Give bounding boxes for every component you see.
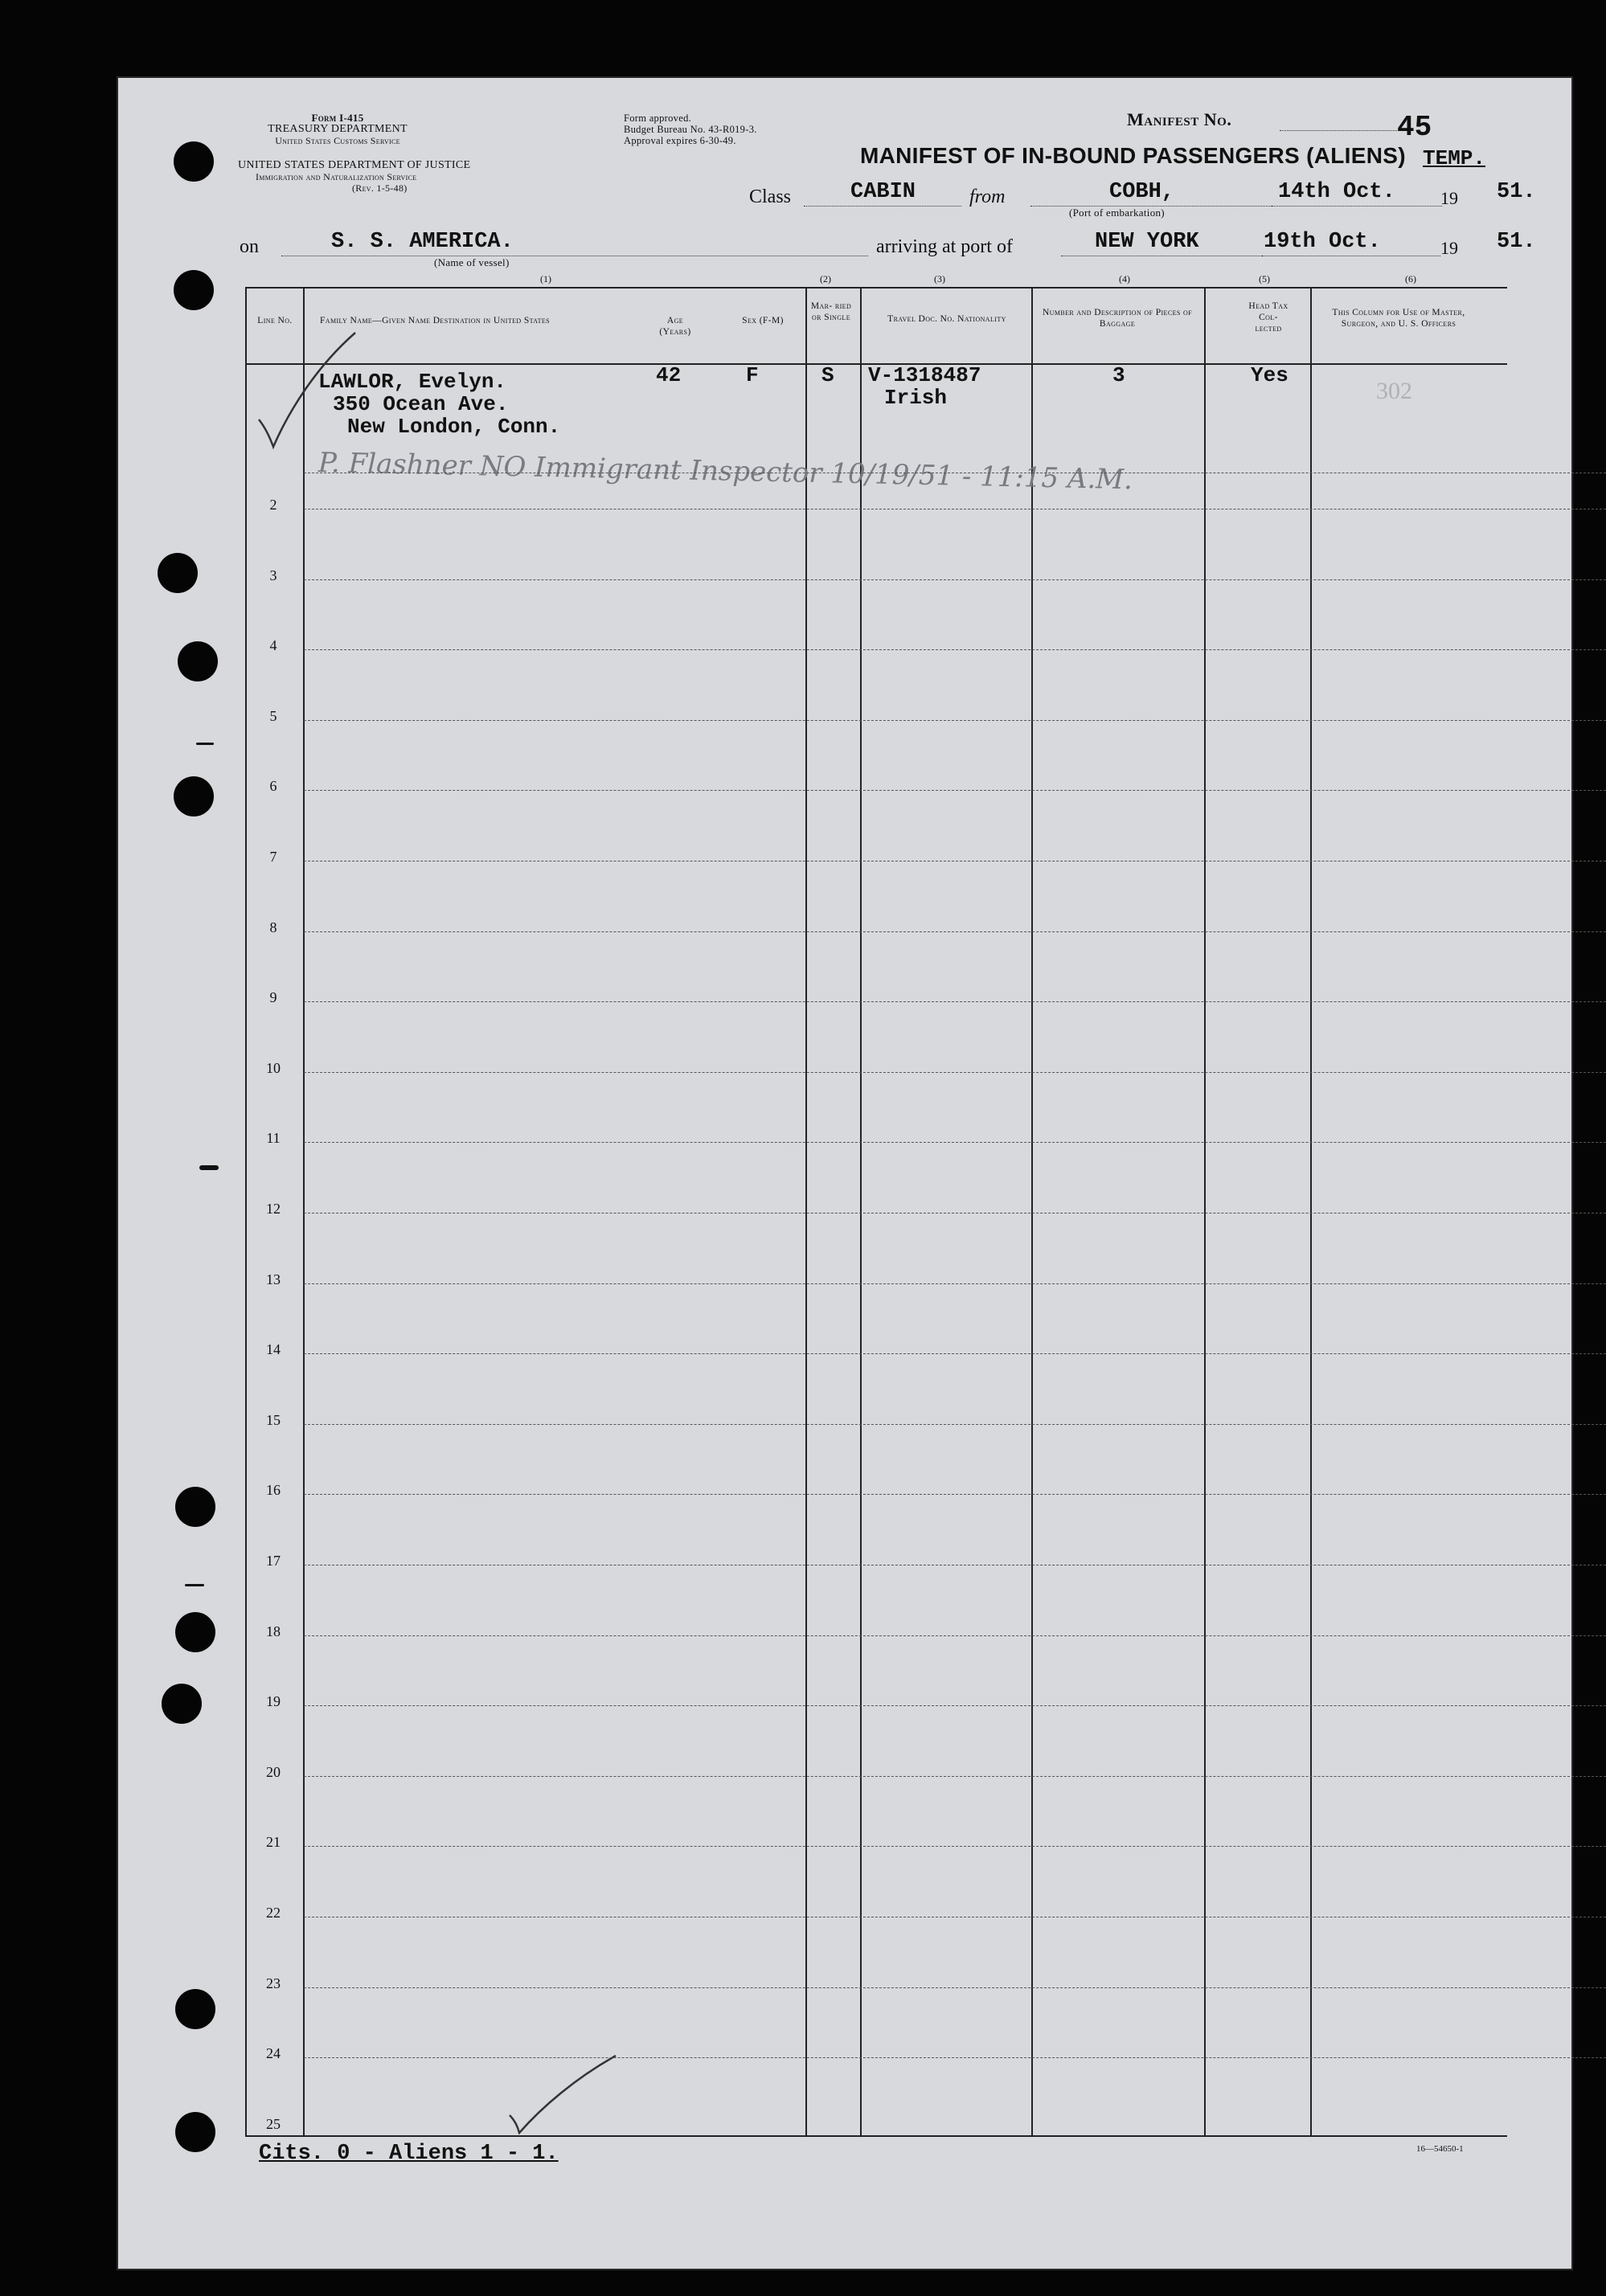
col-num-1: (1)	[540, 273, 551, 284]
col-num-4: (4)	[1119, 273, 1130, 284]
arrival-port: NEW YORK	[1095, 230, 1199, 254]
approved-line: Form approved.	[624, 113, 692, 124]
page-title: MANIFEST OF IN-BOUND PASSENGERS (ALIENS)	[860, 143, 1406, 168]
justice-dept: UNITED STATES DEPARTMENT OF JUSTICE	[238, 159, 471, 171]
arrival-year: 51.	[1497, 230, 1536, 254]
class-label: Class	[749, 186, 792, 207]
class-line	[804, 206, 961, 207]
line-number: 24	[266, 2045, 281, 2062]
vessel-name: S. S. AMERICA.	[331, 230, 514, 254]
embarkation-port: COBH,	[1109, 180, 1175, 204]
line-number: 2	[269, 497, 277, 513]
form-number: Form I-415	[311, 112, 364, 124]
treasury-dept: TREASURY DEPARTMENT	[268, 123, 408, 135]
passenger-age: 42	[656, 363, 682, 387]
line-number: 10	[266, 1059, 281, 1076]
header-name: Family Name—Given Name Destination in United States	[320, 316, 550, 325]
row-separator	[304, 1072, 1606, 1073]
ins-service: Immigration and Naturalization Service	[256, 171, 417, 182]
line-number: 18	[266, 1623, 281, 1639]
budget-line: Budget Bureau No. 43-R019-3.	[624, 124, 757, 135]
table-top-border	[245, 287, 1507, 289]
on-label: on	[240, 236, 259, 257]
row-separator	[304, 1353, 1606, 1354]
punch-hole	[175, 1989, 215, 2029]
header-line-no: Line No.	[257, 316, 293, 325]
departure-year: 51.	[1497, 180, 1536, 204]
header-head-tax: Head Tax Col- lected	[1248, 301, 1288, 334]
line-number: 21	[266, 1834, 281, 1851]
margin-mark	[196, 743, 214, 745]
passenger-address-1: 350 Ocean Ave.	[333, 392, 509, 416]
row-separator	[304, 1987, 1606, 1988]
line-number: 17	[266, 1553, 281, 1569]
summary: Cits. 0 - Aliens 1 - 1.	[259, 2142, 559, 2166]
line-number: 13	[266, 1271, 281, 1287]
col-divider	[1204, 287, 1206, 2137]
line-number: 23	[266, 1975, 281, 1991]
passenger-sex: F	[746, 363, 759, 387]
line-number: 12	[266, 1201, 281, 1217]
margin-mark	[185, 1584, 204, 1586]
line-number: 3	[269, 567, 277, 583]
passenger-travel-doc: V-1318487	[868, 363, 981, 387]
punch-hole	[174, 270, 214, 310]
line-number: 5	[269, 707, 277, 724]
customs-service: United States Customs Service	[275, 135, 400, 146]
class-value: CABIN	[850, 180, 916, 204]
departure-date-line	[1272, 206, 1442, 207]
passenger-baggage: 3	[1112, 363, 1125, 387]
revision: (Rev. 1-5-48)	[352, 182, 408, 194]
row-separator	[304, 1142, 1606, 1143]
row-separator	[304, 1846, 1606, 1847]
col-num-2: (2)	[820, 273, 831, 284]
footer-code: 16—54650-1	[1416, 2144, 1464, 2154]
row-separator	[304, 2057, 1606, 2058]
col-divider	[303, 287, 305, 2137]
margin-mark	[199, 1165, 219, 1170]
header-sex: Sex (F-M)	[742, 316, 784, 325]
col-divider	[1031, 287, 1033, 2137]
arrival-year-prefix: 19	[1440, 238, 1458, 258]
line-number: 8	[269, 919, 277, 935]
vessel-caption: (Name of vessel)	[434, 256, 510, 268]
row-separator	[304, 1494, 1606, 1495]
row-separator	[304, 1635, 1606, 1636]
header-baggage: Number and Description of Pieces of Baggage	[1042, 308, 1193, 329]
arrival-date: 19th Oct.	[1264, 230, 1381, 254]
punch-hole	[175, 1612, 215, 1652]
justice-block	[238, 160, 592, 194]
inspector-signature: P. Flashner NO Immigrant Inspector 10/19/51 - 11:15 A.M.	[318, 447, 1133, 497]
table-left-border	[245, 287, 247, 2137]
from-label: from	[969, 186, 1006, 207]
manifest-number-line	[1280, 130, 1400, 131]
row-separator	[304, 1705, 1606, 1706]
col-divider	[805, 287, 807, 2137]
passenger-head-tax: Yes	[1251, 363, 1288, 387]
line-number: 4	[269, 637, 277, 654]
passenger-nationality: Irish	[884, 386, 948, 410]
line-number: 22	[266, 1905, 281, 1921]
punch-hole	[158, 553, 198, 593]
passenger-marital: S	[821, 363, 834, 387]
line-number: 11	[266, 1130, 281, 1147]
line-number: 15	[266, 1411, 281, 1428]
punch-hole	[174, 141, 214, 182]
approval-block	[624, 113, 757, 146]
officer-note: 302	[1376, 378, 1412, 404]
manifest-number: 45	[1397, 111, 1432, 144]
punch-hole	[175, 1487, 215, 1527]
departure-date: 14th Oct.	[1278, 180, 1395, 204]
row-separator	[304, 931, 1606, 932]
header-age: Age (Years)	[659, 316, 691, 337]
row-separator	[304, 1776, 1606, 1777]
departure-year-prefix: 19	[1440, 188, 1458, 208]
punch-hole	[178, 641, 218, 681]
row-separator	[304, 579, 1606, 580]
table-bottom-border	[245, 2135, 1507, 2137]
punch-hole	[174, 776, 214, 816]
embarkation-caption: (Port of embarkation)	[1069, 207, 1165, 219]
manifest-table	[245, 287, 1507, 2137]
form-agency-block	[241, 113, 434, 146]
row-separator	[304, 1424, 1606, 1425]
col-divider	[860, 287, 862, 2137]
header-officers: This Column for Use of Master, Surgeon, and U. S. Officers	[1332, 308, 1465, 329]
check-mark-icon	[506, 2054, 619, 2134]
row-separator	[304, 861, 1606, 862]
col-num-6: (6)	[1405, 273, 1416, 284]
row-separator	[304, 1283, 1606, 1284]
check-mark-icon	[254, 329, 358, 450]
col-divider	[1310, 287, 1312, 2137]
row-separator	[304, 649, 1606, 650]
title-suffix: TEMP.	[1423, 146, 1486, 170]
col-num-5: (5)	[1259, 273, 1270, 284]
line-number: 16	[266, 1482, 281, 1499]
passenger-name: LAWLOR, Evelyn.	[318, 370, 507, 394]
expires-line: Approval expires 6-30-49.	[624, 135, 736, 146]
line-number: 19	[266, 1693, 281, 1710]
arriving-label: arriving at port of	[876, 236, 1013, 257]
line-number: 7	[269, 849, 277, 865]
line-number: 14	[266, 1341, 281, 1358]
punch-hole	[175, 2112, 215, 2152]
header-married: Mar- ried or Single	[810, 301, 852, 322]
line-number: 6	[269, 778, 277, 795]
row-separator	[304, 720, 1606, 721]
col-num-3: (3)	[934, 273, 945, 284]
passenger-address-2: New London, Conn.	[347, 415, 561, 439]
header-travel-doc: Travel Doc. No. Nationality	[887, 314, 1006, 324]
line-number: 20	[266, 1763, 281, 1780]
row-separator	[304, 509, 1606, 510]
line-number: 9	[269, 989, 277, 1006]
manifest-number-label: Manifest No.	[1127, 109, 1232, 129]
row-separator	[304, 790, 1606, 791]
punch-hole	[162, 1684, 202, 1724]
row-separator	[304, 1001, 1606, 1002]
line-number: 25	[266, 2115, 281, 2132]
